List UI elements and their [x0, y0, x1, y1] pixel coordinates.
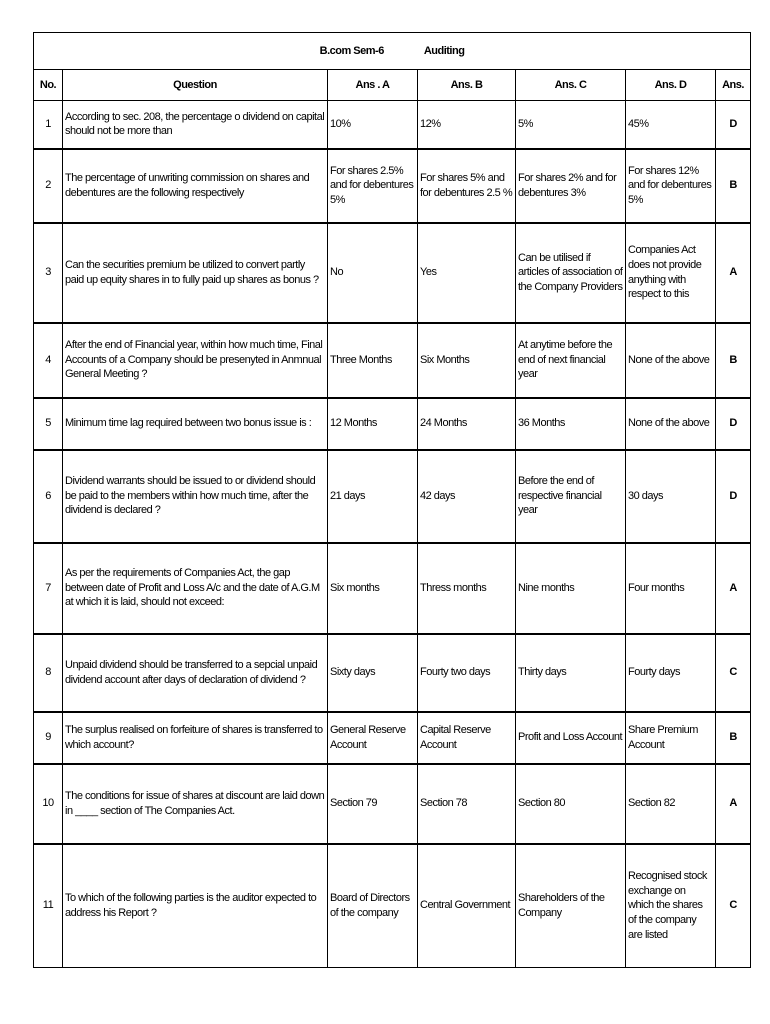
option-b: For shares 5% and for debentures 2.5 % — [418, 149, 516, 223]
table-row — [34, 450, 751, 543]
option-a: 21 days — [328, 450, 418, 543]
option-c: Profit and Loss Account — [516, 712, 626, 764]
option-b: Section 78 — [418, 764, 516, 844]
question-cell: The conditions for issue of shares at discount are laid down in ____ section of The Companies Act. — [63, 764, 328, 844]
answer-cell: A — [716, 543, 751, 634]
option-d: Four months — [626, 543, 716, 634]
option-d: Section 82 — [626, 764, 716, 844]
option-b: Fourty two days — [418, 634, 516, 712]
answer-cell: D — [716, 450, 751, 543]
option-c: At anytime before the end of next financial year — [516, 323, 626, 398]
option-a: Sixty days — [328, 634, 418, 712]
option-d: 30 days — [626, 450, 716, 543]
option-b: Six Months — [418, 323, 516, 398]
question-cell: To which of the following parties is the auditor expected to address his Report ? — [63, 844, 328, 968]
question-cell: As per the requirements of Companies Act, the gap between date of Profit and Loss A/c and the date of A.G.M at which it is laid, should not exceed: — [63, 543, 328, 634]
answer-cell: C — [716, 634, 751, 712]
table-row — [34, 543, 751, 634]
question-cell: Can the securities premium be utilized to convert partly paid up equity shares in to fully paid up shares as bonus ? — [63, 223, 328, 323]
table-row — [34, 398, 751, 450]
answer-cell: A — [716, 764, 751, 844]
answer-cell: D — [716, 398, 751, 450]
option-b: 12% — [418, 101, 516, 149]
question-cell: The percentage of unwriting commission on shares and debentures are the following respectively — [63, 149, 328, 223]
option-b: Yes — [418, 223, 516, 323]
option-d: Companies Act does not provide anything with respect to this — [626, 223, 716, 323]
question-cell: After the end of Financial year, within how much time, Final Accounts of a Company should be presenyted in Anmnual General Meeting ? — [63, 323, 328, 398]
option-c: 36 Months — [516, 398, 626, 450]
option-a: General Reserve Account — [328, 712, 418, 764]
option-d: 45% — [626, 101, 716, 149]
option-d: Recognised stock exchange on which the shares of the company are listed — [626, 844, 716, 968]
row-number: 1 — [34, 101, 63, 149]
header-ans-d: Ans. D — [626, 70, 716, 101]
table-row — [34, 223, 751, 323]
option-a: Three Months — [328, 323, 418, 398]
answer-cell: A — [716, 223, 751, 323]
option-c: Before the end of respective financial year — [516, 450, 626, 543]
row-number: 2 — [34, 149, 63, 223]
sheet-title-cell — [34, 33, 751, 70]
table-row — [34, 323, 751, 398]
header-answer: Ans. — [716, 70, 751, 101]
header-no: No. — [34, 70, 63, 101]
option-c: For shares 2% and for debentures 3% — [516, 149, 626, 223]
option-b: 42 days — [418, 450, 516, 543]
option-a: For shares 2.5% and for debentures 5% — [328, 149, 418, 223]
option-a: Board of Directors of the company — [328, 844, 418, 968]
option-a: Section 79 — [328, 764, 418, 844]
option-b: Thress months — [418, 543, 516, 634]
header-ans-c: Ans. C — [516, 70, 626, 101]
row-number: 5 — [34, 398, 63, 450]
question-cell: Minimum time lag required between two bonus issue is : — [63, 398, 328, 450]
option-c: Section 80 — [516, 764, 626, 844]
header-row — [34, 70, 751, 101]
header-ans-a: Ans . A — [328, 70, 418, 101]
answer-cell: D — [716, 101, 751, 149]
row-number: 11 — [34, 844, 63, 968]
table-row — [34, 634, 751, 712]
row-number: 7 — [34, 543, 63, 634]
row-number: 9 — [34, 712, 63, 764]
option-c: Can be utilised if articles of association of the Company Providers — [516, 223, 626, 323]
option-c: Nine months — [516, 543, 626, 634]
option-d: None of the above — [626, 398, 716, 450]
question-cell: Dividend warrants should be issued to or dividend should be paid to the members within how much time, after the dividend is declared ? — [63, 450, 328, 543]
question-cell: The surplus realised on forfeiture of shares is transferred to which account? — [63, 712, 328, 764]
option-a: 12 Months — [328, 398, 418, 450]
quiz-table — [33, 32, 751, 968]
table-row — [34, 844, 751, 968]
option-c: Thirty days — [516, 634, 626, 712]
sheet-title: B.com Sem-6 — [319, 44, 384, 57]
answer-cell: B — [716, 149, 751, 223]
option-c: 5% — [516, 101, 626, 149]
answer-cell: C — [716, 844, 751, 968]
option-b: Capital Reserve Account — [418, 712, 516, 764]
option-c: Shareholders of the Company — [516, 844, 626, 968]
row-number: 4 — [34, 323, 63, 398]
answer-cell: B — [716, 323, 751, 398]
row-number: 10 — [34, 764, 63, 844]
row-number: 6 — [34, 450, 63, 543]
answer-cell: B — [716, 712, 751, 764]
header-question: Question — [63, 70, 328, 101]
option-b: 24 Months — [418, 398, 516, 450]
option-a: No — [328, 223, 418, 323]
header-ans-b: Ans. B — [418, 70, 516, 101]
option-d: For shares 12% and for debentures 5% — [626, 149, 716, 223]
option-d: None of the above — [626, 323, 716, 398]
option-a: 10% — [328, 101, 418, 149]
question-cell: According to sec. 208, the percentage o dividend on capital should not be more than — [63, 101, 328, 149]
option-b: Central Government — [418, 844, 516, 968]
table-row — [34, 101, 751, 149]
table-row — [34, 149, 751, 223]
row-number: 3 — [34, 223, 63, 323]
option-a: Six months — [328, 543, 418, 634]
table-row — [34, 712, 751, 764]
question-cell: Unpaid dividend should be transferred to a sepcial unpaid dividend account after days of declaration of dividend ? — [63, 634, 328, 712]
option-d: Fourty days — [626, 634, 716, 712]
row-number: 8 — [34, 634, 63, 712]
table-row — [34, 764, 751, 844]
title-row — [34, 33, 751, 70]
sheet-subject: Auditing — [423, 44, 465, 57]
option-d: Share Premium Account — [626, 712, 716, 764]
